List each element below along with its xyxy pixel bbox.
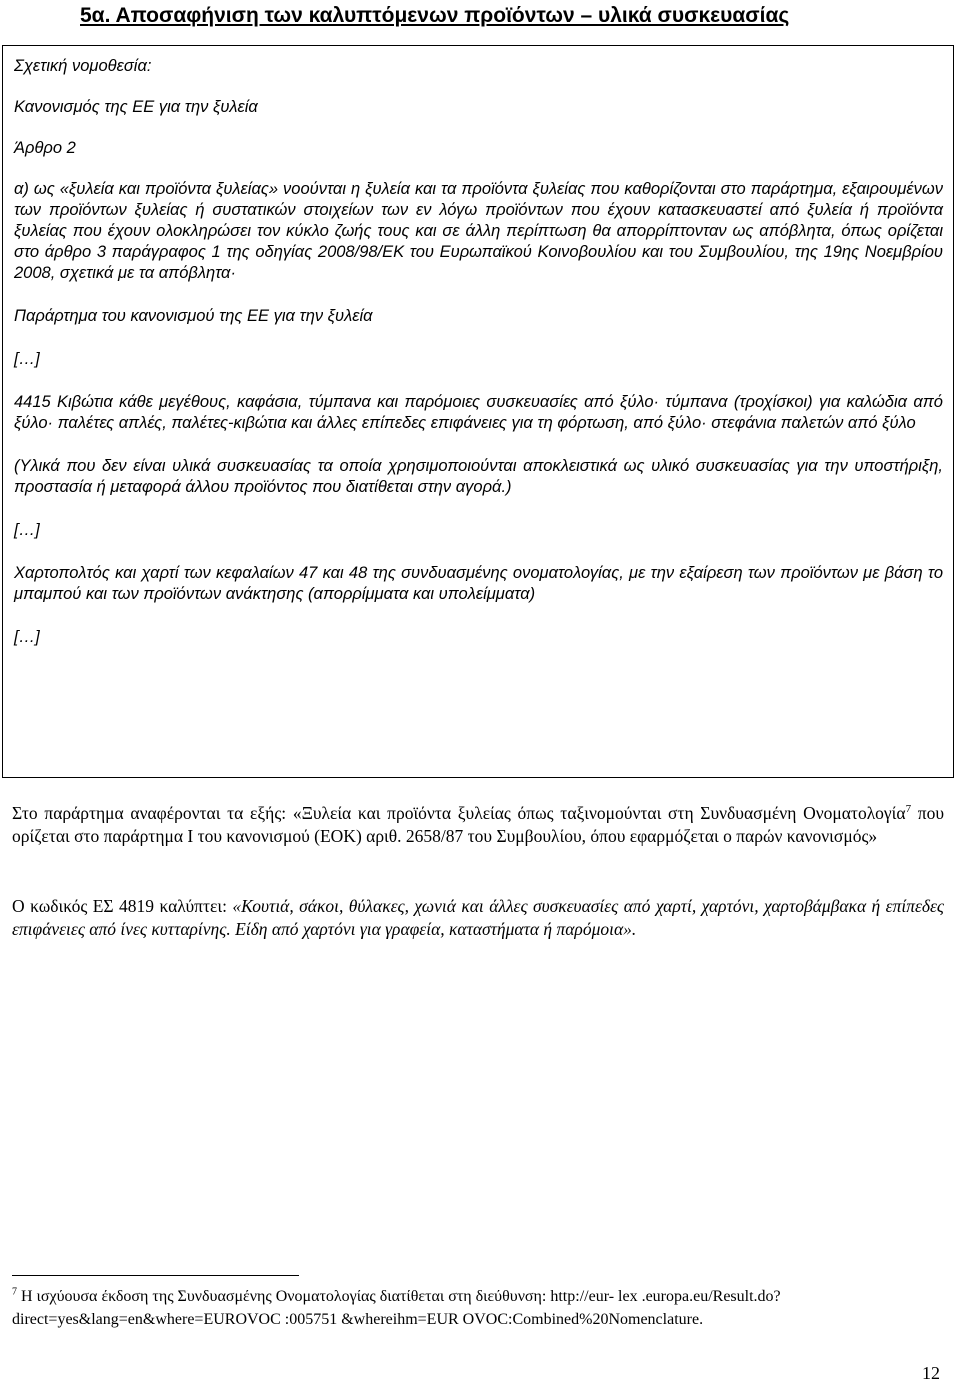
cn-4819-lead: Ο κωδικός ΕΣ 4819 καλύπτει: [12,896,233,916]
paper-products-text: Χαρτοπολτός και χαρτί των κεφαλαίων 47 και 48 της συνδυασμένης ονοματολογίας, με την εξαίρεση των προϊόντων με βάση το μπαμπού και των προϊόντων ανάκτησης (απορρίμματα και υπολείμματα) [14,564,943,603]
code-4415-text: 4415 Κιβώτια κάθε μεγέθους, καφάσια, τύμπανα και παρόμοιες συσκευασίες από ξύλο· τύμπανα (τροχίσκοι) για καλώδια από ξύλο· παλέτες απλές, παλέτες-κιβώτια και άλλες επίπεδες επιφάνειες για τη φόρτωση, από ξύλο· στεφάνια παλετών από ξύλο [14,393,943,432]
section-title: 5α. Αποσαφήνιση των καλυπτόμενων προϊόντων – υλικά συσκευασίας [80,4,790,27]
legislation-box [2,45,954,778]
footnote-text: Η ισχύουσα έκδοση της Συνδυασμένης Ονοματολογίας διατίθεται στη διεύθυνση: http://eur- lex .europa.eu/Result.do?direct=yes&lang=en&where=EUROVOC :005751 &whereihm=EUR OVOC:Combined%20Nomenclature. [12,1288,781,1328]
ellipsis-3: […] [14,628,40,646]
annex-paragraph-part1: Στο παράρτημα αναφέρονται τα εξής: «Ξυλεία και προϊόντα ξυλείας όπως ταξινομούνται στη Συνδυασμένη Ονοματολογία [12,803,906,823]
ellipsis-2: […] [14,521,40,539]
article-number: Άρθρο 2 [14,139,76,157]
footnote-number: 7 [12,1286,17,1298]
regulation-name: Κανονισμός της ΕΕ για την ξυλεία [14,98,258,116]
footnote [12,1285,947,1331]
article-text: α) ως «ξυλεία και προϊόντα ξυλείας» νοούνται η ξυλεία και τα προϊόντα ξυλείας που καθορίζονται στο παράρτημα, εξαιρουμένων των προϊόντων ξυλείας ή συστατικών στοιχείων των εν λόγω προϊόντων που έχουν κατασκευαστεί από ξυλεία ή προϊόντα ξυλείας που έχουν ολοκληρώσει τον κύκλο ζωής τους και σε άλλη περίπτωση θα απορρίπτονταν ως απόβλητα, όπως ορίζεται στο άρθρο 3 παράγραφος 1 της οδηγίας 2008/98/ΕΚ του Ευρωπαϊκού Κοινοβουλίου και του Συμβουλίου, της 19ης Νοεμβρίου 2008, σχετικά με τα απόβλητα· [14,180,943,282]
annex-paragraph-part2: που ορίζεται στο παράρτημα I του κανονισμού (ΕΟΚ) αριθ. 2658/87 του Συμβουλίου, όπου εφαρμόζεται ο παρών κανονισμός» [12,803,945,846]
ellipsis-1: […] [14,350,40,368]
packaging-note: (Υλικά που δεν είναι υλικά συσκευασίας τα οποία χρησιμοποιούνται αποκλειστικά ως υλικό συσκευασίας για την υποστήριξη, προστασία ή μεταφορά άλλου προϊόντος που διατίθεται στην αγορά.) [14,457,943,496]
legislation-box-content [14,56,943,648]
annex-paragraph [12,802,944,848]
cn-4819-quote: «Κουτιά, σάκοι, θύλακες, χωνιά και άλλες συσκευασίες από χαρτί, χαρτόνι, χαρτοβάμβακα ή επίπεδες επιφάνειες από ίνες κυτταρίνης. Είδη από χαρτόνι για γραφεία, καταστήματα ή παρόμοια». [12,896,944,939]
footnote-reference[interactable]: 7 [905,803,912,816]
annex-heading: Παράρτημα του κανονισμού της ΕΕ για την ξυλεία [14,307,373,325]
cn-4819-paragraph [12,895,944,941]
page-number: 12 [922,1363,940,1383]
footnote-divider [12,1275,299,1276]
legislation-heading: Σχετική νομοθεσία: [14,57,152,75]
